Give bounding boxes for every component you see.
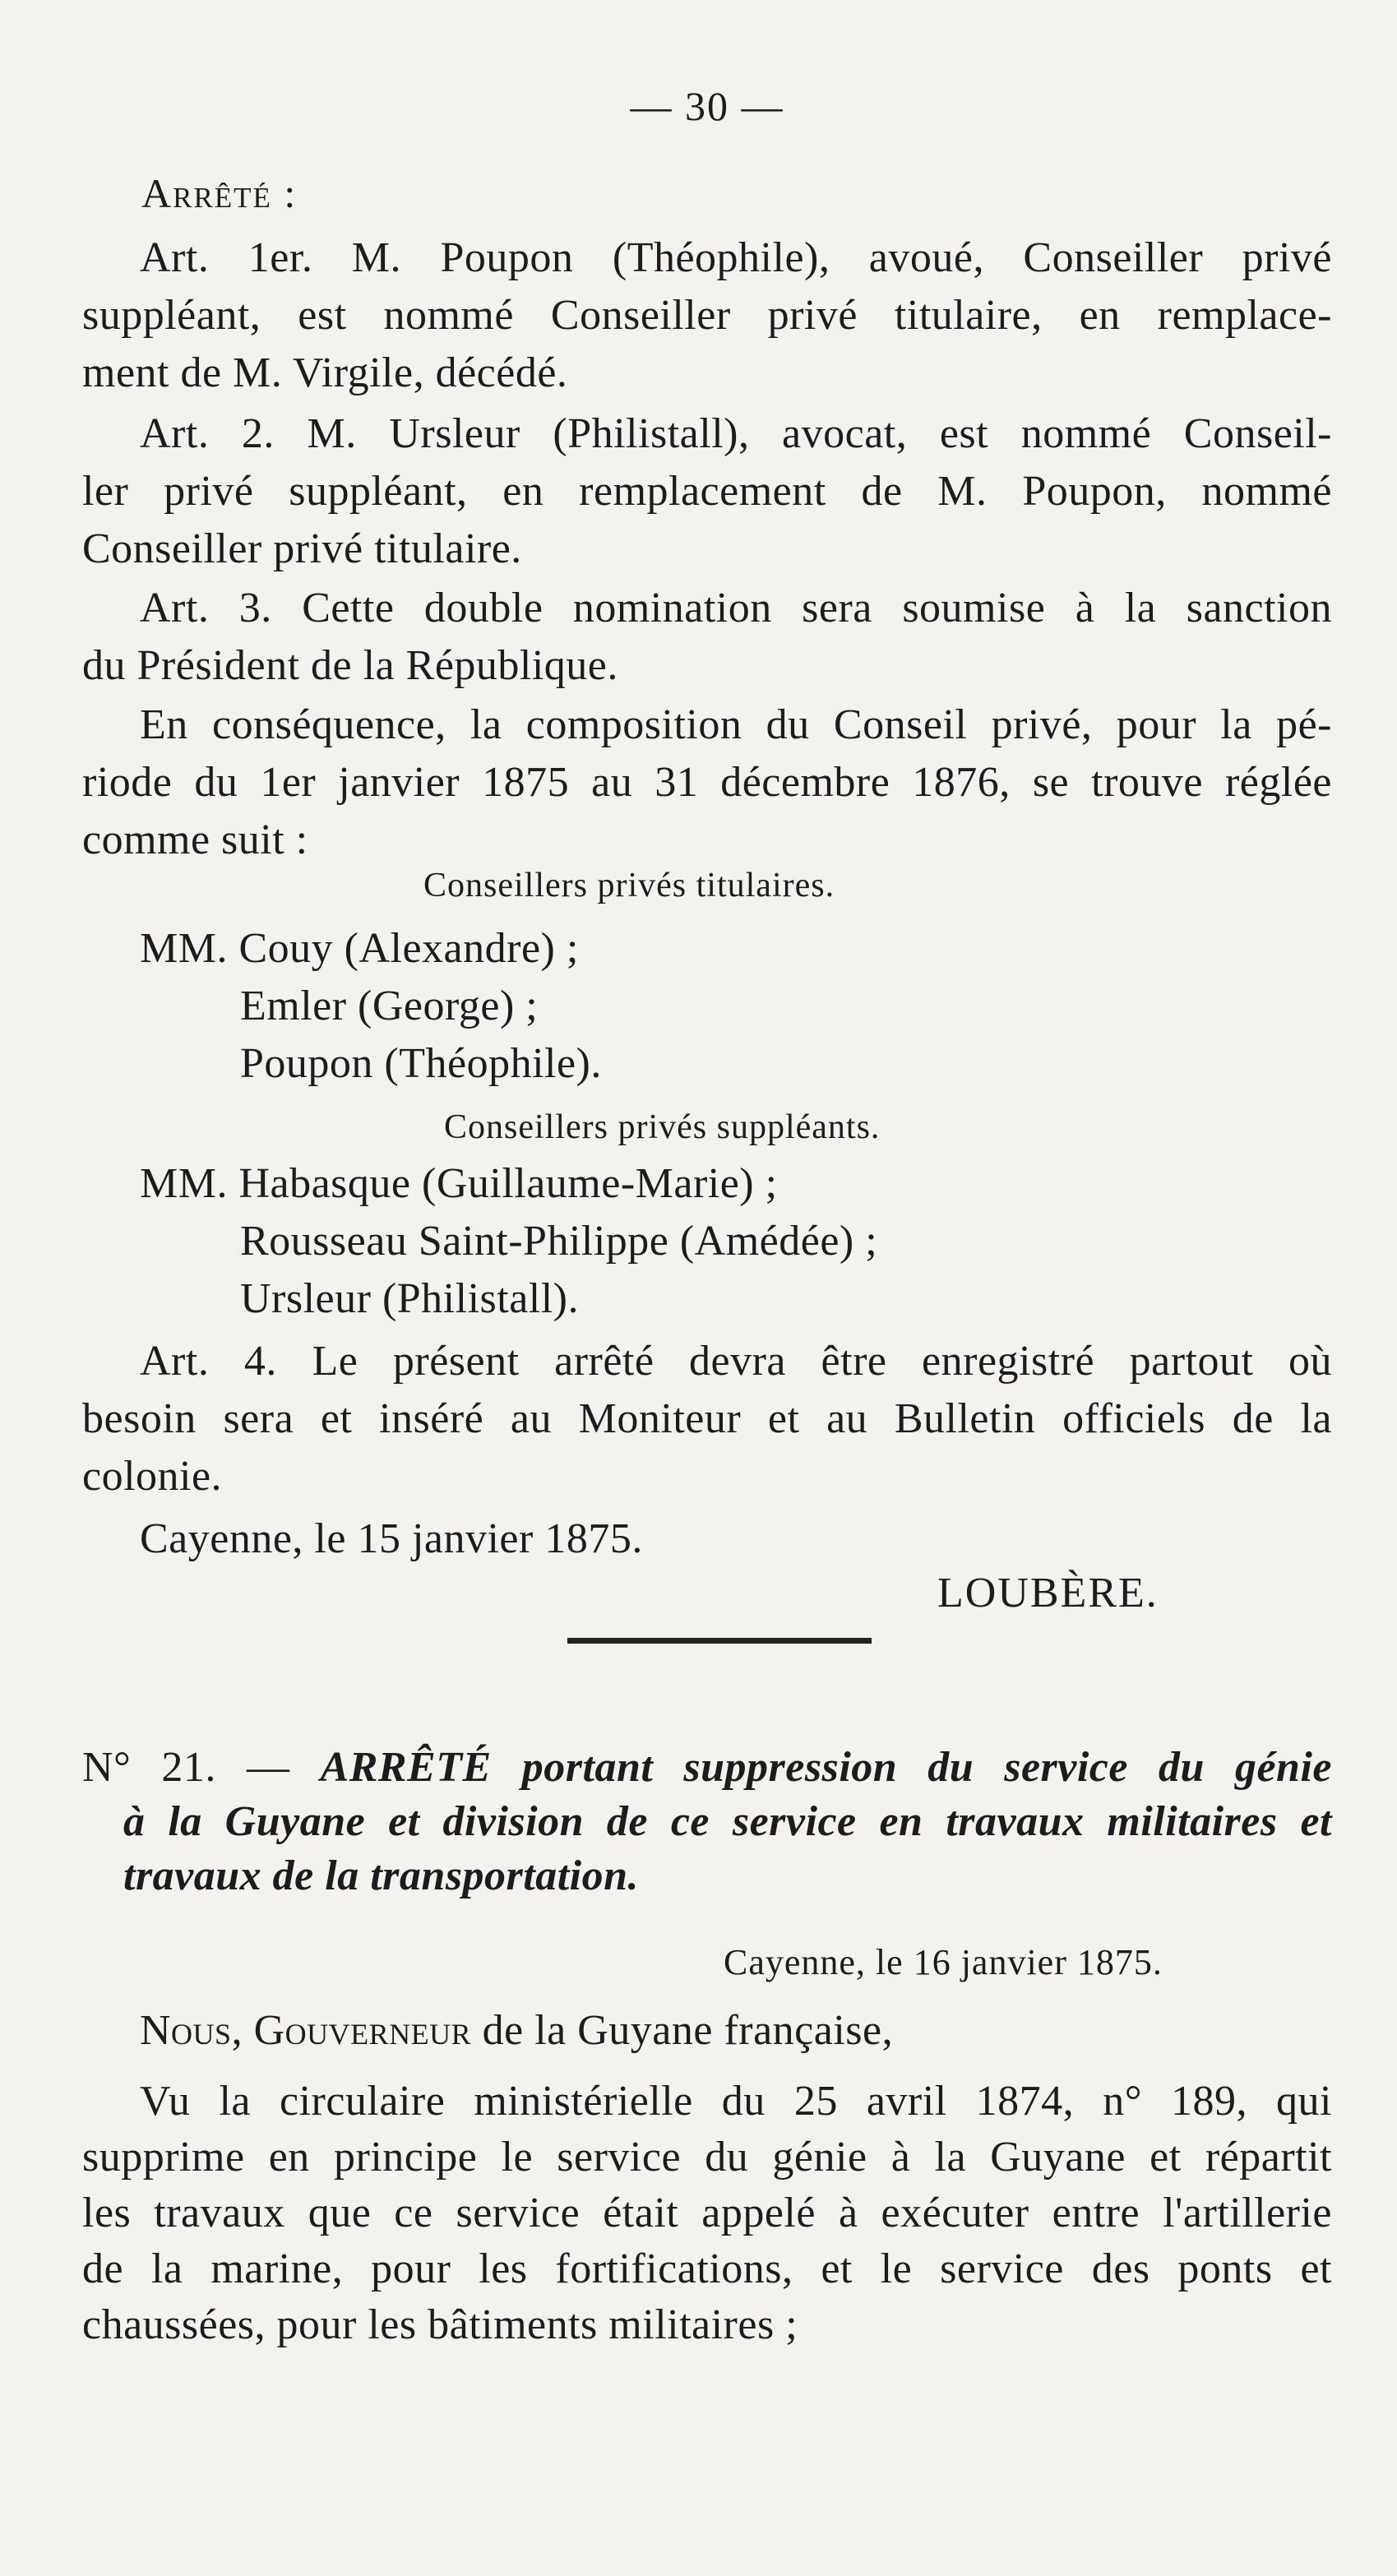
art1-line-2: suppléant, est nommé Conseiller privé titulaire, en remplace- [82,292,1332,339]
consequence-line-2: riode du 1er janvier 1875 au 31 décembre 1876, se trouve réglée [82,759,1332,806]
art4-line-2: besoin sera et inséré au Moniteur et au Bulletin officiels de la [82,1395,1332,1442]
consequence-line-1: En conséquence, la composition du Conseil privé, pour la pé- [140,701,1332,748]
art3-line-1: Art. 3. Cette double nomination sera soumise à la sanction [140,585,1332,631]
nous-line [140,2006,893,2056]
titulaire-3: Poupon (Théophile). [240,1040,602,1087]
no21-title-line-3: travaux de la transportation. [123,1852,640,1899]
no21-title-text: ARRÊTÉ portant suppression du service du génie [320,1744,1333,1791]
titulaire-2: Emler (George) ; [240,983,539,1029]
no21-title-line-2: à la Guyane et division de ce service en travaux militaires et [123,1798,1332,1845]
no21-title-line-1 [82,1743,1332,1792]
suppleant-2: Rousseau Saint-Philippe (Amédée) ; [240,1218,878,1265]
document-page [82,0,1332,2576]
no21-number: N° 21. — [82,1744,290,1791]
signature: LOUBÈRE. [937,1570,1159,1616]
vu-line-4: de la marine, pour les fortifications, et le service des ponts et [82,2245,1332,2292]
art1-line-3: ment de M. Virgile, décédé. [82,349,568,396]
art2-line-3: Conseiller privé titulaire. [82,525,522,572]
titulaires-heading: Conseillers privés titulaires. [423,867,835,904]
suppleant-3: Ursleur (Philistall). [240,1275,580,1322]
titulaire-1: MM. Couy (Alexandre) ; [140,925,579,972]
consequence-line-3: comme suit : [82,816,308,863]
place-date-2: Cayenne, le 16 janvier 1875. [724,1942,1163,1982]
suppleant-1: MM. Habasque (Guillaume-Marie) ; [140,1160,778,1207]
art3-line-2: du Président de la République. [82,642,618,689]
art1-line-1: Art. 1er. M. Poupon (Théophile), avoué, Conseiller privé [140,234,1332,281]
page-number: — 30 — [630,83,784,129]
art4-line-3: colonie. [82,1453,223,1500]
suppleants-heading: Conseillers privés suppléants. [444,1108,881,1146]
vu-line-2: supprime en principe le service du génie à la Guyane et répartit [82,2134,1332,2181]
arrete-heading: Arrêté : [141,170,298,216]
nous-gouverneur: Nous, Gouverneur [140,2007,472,2054]
art2-line-1: Art. 2. M. Ursleur (Philistall), avocat, est nommé Conseil- [140,410,1332,457]
vu-line-5: chaussées, pour les bâtiments militaires ; [82,2301,798,2348]
vu-line-3: les travaux que ce service était appelé à exécuter entre l'artillerie [82,2190,1332,2236]
art2-line-2: ler privé suppléant, en remplacement de M. Poupon, nommé [82,468,1332,515]
nous-rest: de la Guyane française, [471,2007,894,2054]
separator-rule [567,1638,872,1644]
place-date-1: Cayenne, le 15 janvier 1875. [140,1515,643,1562]
art4-line-1: Art. 4. Le présent arrêté devra être enregistré partout où [140,1338,1332,1385]
vu-line-1: Vu la circulaire ministérielle du 25 avril 1874, n° 189, qui [140,2078,1332,2125]
